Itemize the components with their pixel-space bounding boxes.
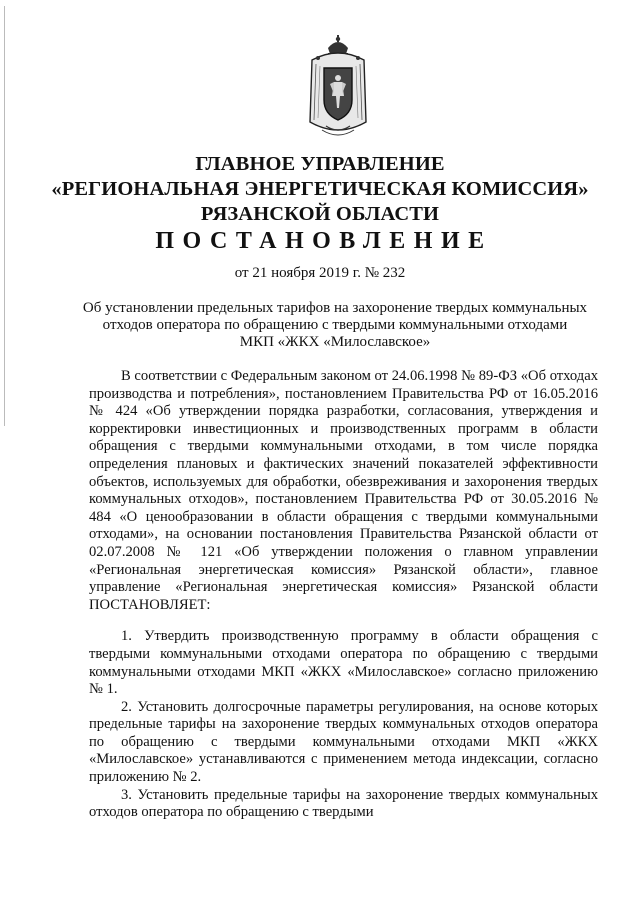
organization-line: ГЛАВНОЕ УПРАВЛЕНИЕ: [195, 153, 445, 175]
organization-line: «РЕГИОНАЛЬНАЯ ЭНЕРГЕТИЧЕСКАЯ КОМИССИЯ»: [51, 178, 589, 200]
document-body: [89, 368, 598, 822]
paragraph-gap: [89, 614, 598, 628]
coat-of-arms-icon: [304, 34, 372, 142]
subject-line: отходов оператора по обращению с твердыми коммунальными отходами: [102, 317, 568, 333]
item-2-paragraph: 2. Установить долгосрочные параметры регулирования, на основе которых предельные тарифы на захоронение твердых коммунальных отходов оператора по обращению с твердыми коммунальными отходами МКП «ЖКХ «Милославское» устанавливаются с применением метода индексации, согласно приложению № 2.: [89, 698, 598, 786]
organization-line: РЯЗАНСКОЙ ОБЛАСТИ: [200, 203, 440, 225]
item-1-paragraph: 1. Утвердить производственную программу в области обращения с твердыми коммунальными отходами оператора по обращению с твердыми коммунальными отходами МКП «ЖКХ «Милославское» согласно приложению № 1.: [89, 628, 598, 698]
document-date-number: от 21 ноября 2019 г. № 232: [234, 265, 406, 281]
document-subject: [70, 300, 600, 351]
subject-line: МКП «ЖКХ «Милославское»: [239, 334, 431, 350]
item-3-paragraph: 3. Установить предельные тарифы на захоронение твердых коммунальных отходов оператора по обращению с твердыми: [89, 786, 598, 821]
preamble-paragraph: В соответствии с Федеральным законом от 24.06.1998 № 89-ФЗ «Об отходах производства и потребления», постановлением Правительства РФ от 16.05.2016 № 424 «Об утверждении порядка разработки, согласования, утверждения и корректировки инвестиционных и производственных программ в области обращения с твердыми коммунальными отходами, в том числе порядка определения плановых и фактических значений показателей эффективности объектов, используемых для обработки, обезвреживания и захоронения твердых коммунальных отходов», постановлением Правительства РФ от 30.05.2016 № 484 «О ценообразовании в области обращения с твердыми коммунальными отходами», на основании постановления Правительства Рязанской области от 02.07.2008 № 121 «Об утверждении положения о главном управлении «Региональная энергетическая комиссия» Рязанской области», главное управление «Региональная энергетическая комиссия» Рязанской области ПОСТАНОВЛЯЕТ:: [89, 368, 598, 613]
subject-line: Об установлении предельных тарифов на захоронение твердых коммунальных: [82, 300, 588, 316]
organization-name: [0, 152, 640, 227]
document-type: ПОСТАНОВЛЕНИЕ: [155, 228, 493, 254]
